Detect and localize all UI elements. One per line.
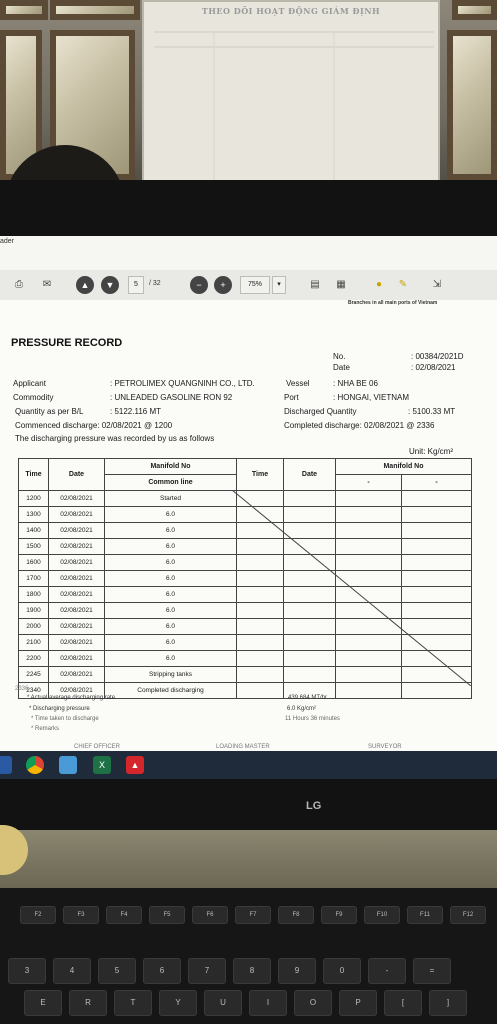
function-key[interactable]: F10	[364, 906, 400, 924]
cell-date: 02/08/2021	[49, 539, 105, 555]
zoom-in-icon[interactable]: +	[214, 276, 232, 294]
notice-board-lines	[154, 22, 434, 182]
cell-pressure: 6.0	[105, 619, 237, 635]
cell-time: 2000	[19, 619, 49, 635]
cell-date: 02/08/2021	[49, 619, 105, 635]
zoom-select[interactable]: 75%	[240, 276, 270, 294]
commenced-discharge: Commenced discharge: 02/08/2021 @ 1200	[15, 421, 173, 430]
no-value: : 00384/2021D	[411, 352, 464, 361]
number-key[interactable]: 8	[233, 958, 271, 984]
vessel-label: Vessel	[286, 379, 310, 388]
function-key[interactable]: F4	[106, 906, 142, 924]
letter-key[interactable]: P	[339, 990, 377, 1016]
prev-page-icon[interactable]: ▲	[76, 276, 94, 294]
pressure-label: * Discharging pressure	[29, 706, 90, 712]
loading-master-signature: LOADING MASTER	[216, 744, 270, 750]
applicant-label: Applicant	[13, 379, 46, 388]
sign-icon[interactable]: ✎	[398, 279, 408, 290]
fullscreen-icon[interactable]: ⇲	[432, 279, 442, 290]
cell-time: 1600	[19, 555, 49, 571]
lg-logo: LG	[306, 800, 322, 812]
cell-pressure: 6.0	[105, 539, 237, 555]
cell-time: 1500	[19, 539, 49, 555]
cell-time: 1400	[19, 523, 49, 539]
cell-pressure: Completed discharging	[105, 683, 237, 699]
cell-date: 02/08/2021	[49, 667, 105, 683]
cell-time: 1300	[19, 507, 49, 523]
header-date: Date	[49, 459, 105, 491]
cell-time: 1800	[19, 587, 49, 603]
handwritten-correction: 2336	[15, 686, 29, 692]
time-taken-label: * Time taken to discharge	[31, 716, 99, 722]
zoom-out-icon[interactable]: −	[190, 276, 208, 294]
cell-date: 02/08/2021	[49, 523, 105, 539]
mail-icon[interactable]	[59, 756, 77, 774]
function-key[interactable]: F12	[450, 906, 486, 924]
cell-time: 1900	[19, 603, 49, 619]
date-value: : 02/08/2021	[411, 363, 456, 372]
header-manifold-2: Manifold No	[336, 459, 472, 475]
next-page-icon[interactable]: ▼	[101, 276, 119, 294]
avg-rate-label: * Actual average discharging rate	[27, 695, 116, 701]
window-top-middle	[50, 0, 140, 20]
number-key[interactable]: 5	[98, 958, 136, 984]
pressure-value: 6.0 Kg/cm²	[287, 706, 317, 712]
port-label: Port	[284, 393, 299, 402]
date-label: Date	[333, 363, 350, 372]
time-taken-value: 11 Hours 36 minutes	[285, 716, 340, 722]
page-total: / 32	[149, 280, 161, 287]
cell-pressure: 6.0	[105, 587, 237, 603]
cell-pressure: 6.0	[105, 555, 237, 571]
cell-time: 2200	[19, 651, 49, 667]
notice-board-title: THEO DÕI HOẠT ĐỘNG GIÁM ĐỊNH	[201, 6, 381, 16]
remarks-label: * Remarks	[31, 726, 60, 732]
cell-pressure: Started	[105, 491, 237, 507]
function-key[interactable]: F9	[321, 906, 357, 924]
cell-time: 1700	[19, 571, 49, 587]
cell-date: 02/08/2021	[49, 491, 105, 507]
cell-time: 2100	[19, 635, 49, 651]
number-key[interactable]: =	[413, 958, 451, 984]
letter-key[interactable]: R	[69, 990, 107, 1016]
letter-key[interactable]: ]	[429, 990, 467, 1016]
function-key[interactable]: F11	[407, 906, 443, 924]
unit-label: Unit: Kg/cm²	[409, 447, 454, 456]
cell-date: 02/08/2021	[49, 651, 105, 667]
cell-pressure: 6.0	[105, 523, 237, 539]
start-button-icon[interactable]	[0, 756, 12, 774]
commodity-label: Commodity	[13, 393, 54, 402]
header-dash-1: -	[336, 475, 402, 491]
recorded-note: The discharging pressure was recorded by us as follows	[15, 434, 215, 443]
commodity-value: : UNLEADED GASOLINE RON 92	[110, 393, 233, 402]
letter-key[interactable]: U	[204, 990, 242, 1016]
header-manifold: Manifold No	[105, 459, 237, 475]
vessel-value: : NHA BE 06	[333, 379, 378, 388]
cell-pressure: Stripping tanks	[105, 667, 237, 683]
excel-icon[interactable]: X	[93, 756, 111, 774]
cell-pressure: 6.0	[105, 651, 237, 667]
letter-key[interactable]: I	[249, 990, 287, 1016]
function-key[interactable]: F6	[192, 906, 228, 924]
header-date-2: Date	[284, 459, 336, 491]
letter-key[interactable]: [	[384, 990, 422, 1016]
window-top-left	[0, 0, 48, 20]
letter-key[interactable]: T	[114, 990, 152, 1016]
letter-key[interactable]: Y	[159, 990, 197, 1016]
function-key[interactable]: F7	[235, 906, 271, 924]
discharged-label: Discharged Quantity	[284, 407, 357, 416]
chrome-icon[interactable]	[26, 756, 44, 774]
no-label: No.	[333, 352, 346, 361]
number-key[interactable]: 9	[278, 958, 316, 984]
notice-board	[142, 0, 440, 185]
fit-page-icon[interactable]: ▦	[336, 279, 346, 290]
chief-officer-signature: CHIEF OFFICER	[74, 744, 120, 750]
pdf-reader-icon[interactable]: ▲	[126, 756, 144, 774]
cell-time: 1200	[19, 491, 49, 507]
number-key[interactable]: -	[368, 958, 406, 984]
email-icon[interactable]: ✉	[42, 279, 52, 290]
cell-date: 02/08/2021	[49, 635, 105, 651]
cell-date: 02/08/2021	[49, 555, 105, 571]
function-key[interactable]: F3	[63, 906, 99, 924]
cell-date: 02/08/2021	[49, 683, 105, 699]
page-number-input[interactable]: 5	[128, 276, 144, 294]
port-value: : HONGAI, VIETNAM	[333, 393, 410, 402]
function-key[interactable]: F5	[149, 906, 185, 924]
number-key[interactable]: 3	[8, 958, 46, 984]
header-dash-2: -	[402, 475, 472, 491]
cell-date: 02/08/2021	[49, 603, 105, 619]
document-title: PRESSURE RECORD	[11, 337, 123, 349]
completed-discharge: Completed discharge: 02/08/2021 @ 2336	[284, 421, 435, 430]
qty-bl-label: Quantity as per B/L	[15, 407, 84, 416]
header-time-2: Time	[237, 459, 284, 491]
cell-pressure: 6.0	[105, 571, 237, 587]
function-key[interactable]: F8	[278, 906, 314, 924]
branches-note: Branches in all main ports of Vietnam	[348, 300, 438, 306]
function-key[interactable]: F2	[20, 906, 56, 924]
desk-surface	[0, 830, 497, 890]
app-title: ader	[0, 238, 15, 245]
header-time: Time	[19, 459, 49, 491]
header-common-line: Common line	[105, 475, 237, 491]
zoom-dropdown-icon[interactable]: ▾	[272, 276, 286, 294]
save-icon[interactable]: ▤	[310, 279, 320, 290]
number-key[interactable]: 4	[53, 958, 91, 984]
print-icon[interactable]: ⎙	[15, 279, 23, 290]
cell-pressure: 6.0	[105, 603, 237, 619]
window-top-right	[452, 0, 497, 20]
surveyor-signature: SURVEYOR	[368, 744, 402, 750]
window-right	[447, 30, 497, 180]
letter-key[interactable]: E	[24, 990, 62, 1016]
cell-time: 2340	[19, 683, 49, 699]
number-key[interactable]: 6	[143, 958, 181, 984]
strike-through-line	[232, 490, 471, 686]
discharged-value: : 5100.33 MT	[408, 407, 456, 416]
cell-date: 02/08/2021	[49, 587, 105, 603]
number-key[interactable]: 7	[188, 958, 226, 984]
qty-bl-value: : 5122.116 MT	[110, 407, 161, 416]
applicant-value: : PETROLIMEX QUANGNINH CO., LTD.	[110, 379, 255, 388]
cell-date: 02/08/2021	[49, 507, 105, 523]
number-key[interactable]: 0	[323, 958, 361, 984]
cell-date: 02/08/2021	[49, 571, 105, 587]
letter-key[interactable]: O	[294, 990, 332, 1016]
comment-icon[interactable]: ●	[375, 279, 383, 290]
avg-rate-value: 439.684 MT/hr	[288, 695, 328, 701]
cell-pressure: 6.0	[105, 507, 237, 523]
cell-time: 2245	[19, 667, 49, 683]
cell-pressure: 6.0	[105, 635, 237, 651]
